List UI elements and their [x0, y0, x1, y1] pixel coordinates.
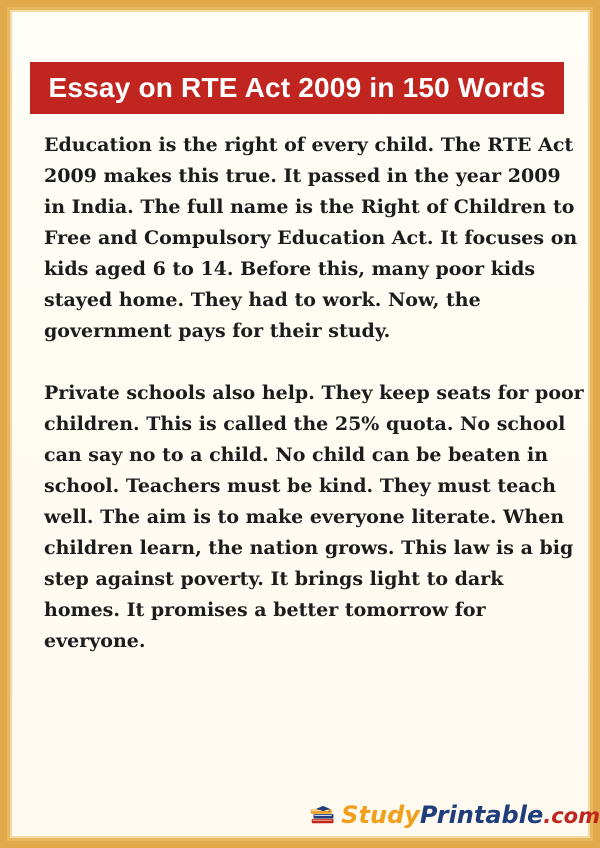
paragraph-1: Education is the right of every child. The RTE Act 2009 makes this true. It passed in the year 2009 in India. The full name is the Right of Children to Free and Compulsory Education Act. It focuses on kids aged 6 to 14. Before this, many poor kids stayed home. They had to work. Now, the government pays for their study.: [44, 134, 578, 342]
essay-page: [10, 10, 600, 838]
essay-body: [44, 130, 584, 657]
title-banner: [30, 62, 564, 114]
brand-com: .com: [543, 804, 600, 828]
paragraph-2: Private schools also help. They keep seats for poor children. This is called the 25% quota. No school can say no to a child. No child can be beaten in school. Teachers must be kind. They must teach well. The aim is to make everyone literate. When children learn, the nation grows. This law is a big step against poverty. It brings light to dark homes. It promises a better tomorrow for everyone.: [44, 382, 584, 652]
brand-printable: Printable: [419, 801, 544, 829]
books-stack-icon: [310, 792, 335, 838]
brand-name: [341, 801, 600, 829]
brand-logo: [310, 790, 600, 840]
brand-study: Study: [341, 801, 420, 829]
essay-title: Essay on RTE Act 2009 in 150 Words: [48, 72, 546, 103]
